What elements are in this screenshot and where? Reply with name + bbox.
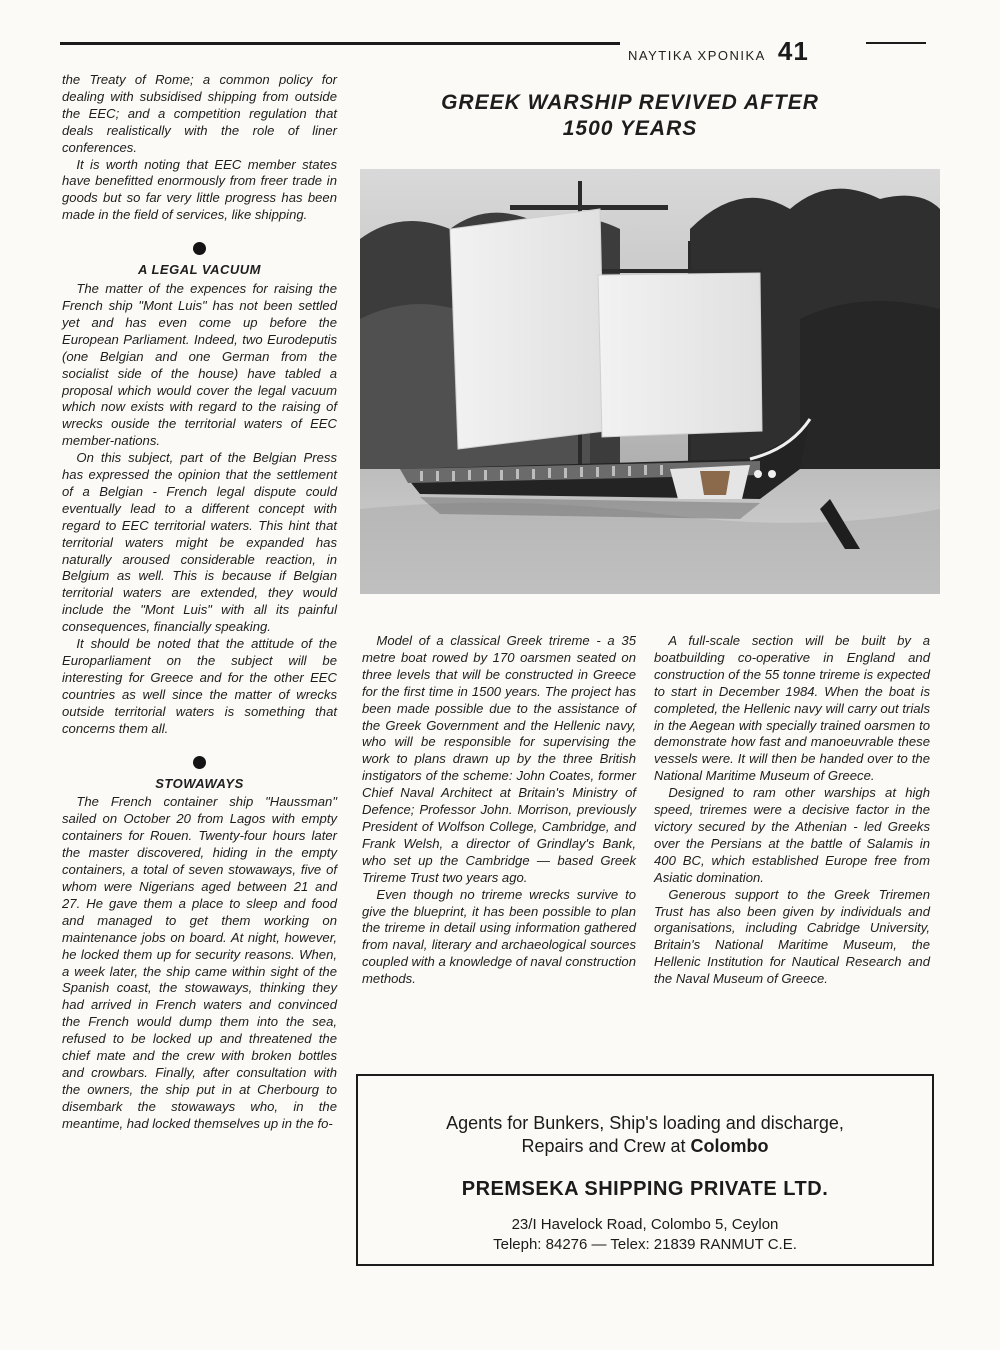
ad-contact: Teleph: 84276 — Telex: 21839 RANMUT C.E. <box>493 1236 797 1253</box>
legal-paragraph-2: On this subject, part of the Belgian Press has expressed the opinion that the settlement of a Belgian - French legal dispute could eventually lead to a different concept with regard to EEC territorial waters. This hint that territorial waters might be expanded has naturally aroused considerable reaction, in Belgium as well. This is because if Belgian territorial waters are extended, they would include the "Mont Luis" with all its painful consequences, financially speaking. <box>62 450 337 635</box>
article-right-paragraph-1: A full-scale section will be built by a boatbuilding co-operative in England and construction of the 55 tonne trireme is expected to start in December 1984. When the boat is completed, the Hellenic navy will carry out trials in the Aegean with specially trained oarsmen to demonstrate how fast and manoeuvrable these vessels were. It will then be handed over to the National Maritime Museum of Greece. <box>654 633 930 784</box>
intro-paragraph-1: the Treaty of Rome; a common policy for dealing with subsidised shipping from outside the EEC; and a competition regulation that deals realistically with the role of liner conferences. <box>62 72 337 155</box>
headline-line-1: GREEK WARSHIP REVIVED AFTER <box>441 91 819 114</box>
magazine-name: ΝΑΥΤΙΚΑ ΧΡΟΝΙΚΑ <box>628 48 766 63</box>
article-right-paragraph-2: Designed to ram other warships at high speed, triremes were a decisive factor in the victory secured by the Athenian - led Greeks over the Persians at the battle of Salamis in 400 BC, which established Europe free from Asiatic domination. <box>654 785 930 885</box>
article-middle-paragraph-1: Model of a classical Greek trireme - a 35 metre boat rowed by 170 oarsmen seated on three levels that will be constructed in Greece for the first time in 1500 years. The project has been made possible due to the assistance of the Greek Government and the Hellenic navy, who will be responsible for supervising the work to plans drawn up by the three British instigators of the scheme: John Coates, former Chief Naval Architect at Britain's Ministry of Defence; Professor John. Morrison, previously President of Wolfson College, Cambridge, and Frank Welsh, a director of Grindlay's Bank, who set up the Cambridge — based Greek Trireme Trust two years ago. <box>362 633 636 885</box>
article-middle-paragraph-2: Even though no trireme wrecks survive to give the blueprint, it has been possible to plan the trireme in detail using information gathered from naval, literary and archaeological sources coupled with a knowledge of naval construction methods. <box>362 886 636 987</box>
section-heading-legal: A LEGAL VACUUM <box>137 262 262 278</box>
intro-paragraph-2: It is worth noting that EEC member states have benefitted enormously from freer trade in goods but so far very little progress has been made in the field of services, like shipping. <box>62 156 337 223</box>
section-bullet <box>193 242 206 255</box>
ad-location-line <box>358 1135 932 1158</box>
headline-line-2: 1500 YEARS <box>562 117 698 140</box>
ad-location-prefix: Repairs and Crew at <box>521 1136 691 1156</box>
trireme-model-photo <box>360 169 940 594</box>
shipping-advertisement <box>356 1074 934 1266</box>
legal-paragraph-1: The matter of the expences for raising the French ship "Mont Luis" has not been settled yet and has even come up before the European Parliament. Indeed, two Eurodeputis (one Belgian and one German from the socialist side of the house) have tabled a proposal which would cover the legal vacuum which now exists with regard to the raising of wrecks ouside the territorial waters of EEC member-nations. <box>62 281 337 449</box>
masthead <box>628 36 833 67</box>
article-right-paragraph-3: Generous support to the Greek Triremen Trust has also been given by individuals and organisations, including Cabridge University, Britain's National Maritime Museum, the Hellenic Institution for Nautical Research and the Naval Museum of Greece. <box>654 886 930 987</box>
legal-paragraph-3: It should be noted that the attitude of the Europarliament on the subject will be interesting for Greece and for the other EEC countries as well since the matter of wrecks outside territorial waters is something that concerns them all. <box>62 636 337 736</box>
section-heading-stowaways: STOWAWAYS <box>155 775 244 791</box>
article-column-right <box>654 633 930 988</box>
trireme-illustration <box>360 169 940 594</box>
ad-address: 23/I Havelock Road, Colombo 5, Ceylon <box>511 1216 779 1233</box>
ad-company-name: PREMSEKA SHIPPING PRIVATE LTD. <box>461 1178 829 1200</box>
section-bullet <box>193 756 206 769</box>
header-rule-left <box>60 42 620 45</box>
ad-city: Colombo <box>690 1136 769 1156</box>
page-number: 41 <box>777 36 809 66</box>
stowaways-paragraph-1: The French container ship "Haussman" sailed on October 20 from Lagos with empty containers for Rouen. Twenty-four hours later the master discovered, hiding in the empty containers, a total of seven stowaways, five of whom were Nigerians aged between 21 and 27. He gave them a place to sleep and food and managed to get them working on maintenance jobs on board. At night, however, he locked them up for security reasons. When, a week later, the ship came within sight of the Spanish coast, the stowaways, thinking they had arrived in French waters and convinced the French would dump them into the sea, refused to be locked up and threatened the chief mate and the crew with broken bottles and crowbars. Finally, after consultation with the owners, the ship put in at Cherbourg to disembark the stowaways who, in the meantime, had locked themselves up in the fo- <box>62 794 337 1131</box>
article-headline <box>380 90 880 142</box>
left-column <box>62 72 337 1133</box>
header-rule-right <box>866 42 926 44</box>
ad-services-line: Agents for Bunkers, Ship's loading and discharge, <box>446 1113 844 1133</box>
article-column-middle <box>362 633 636 988</box>
